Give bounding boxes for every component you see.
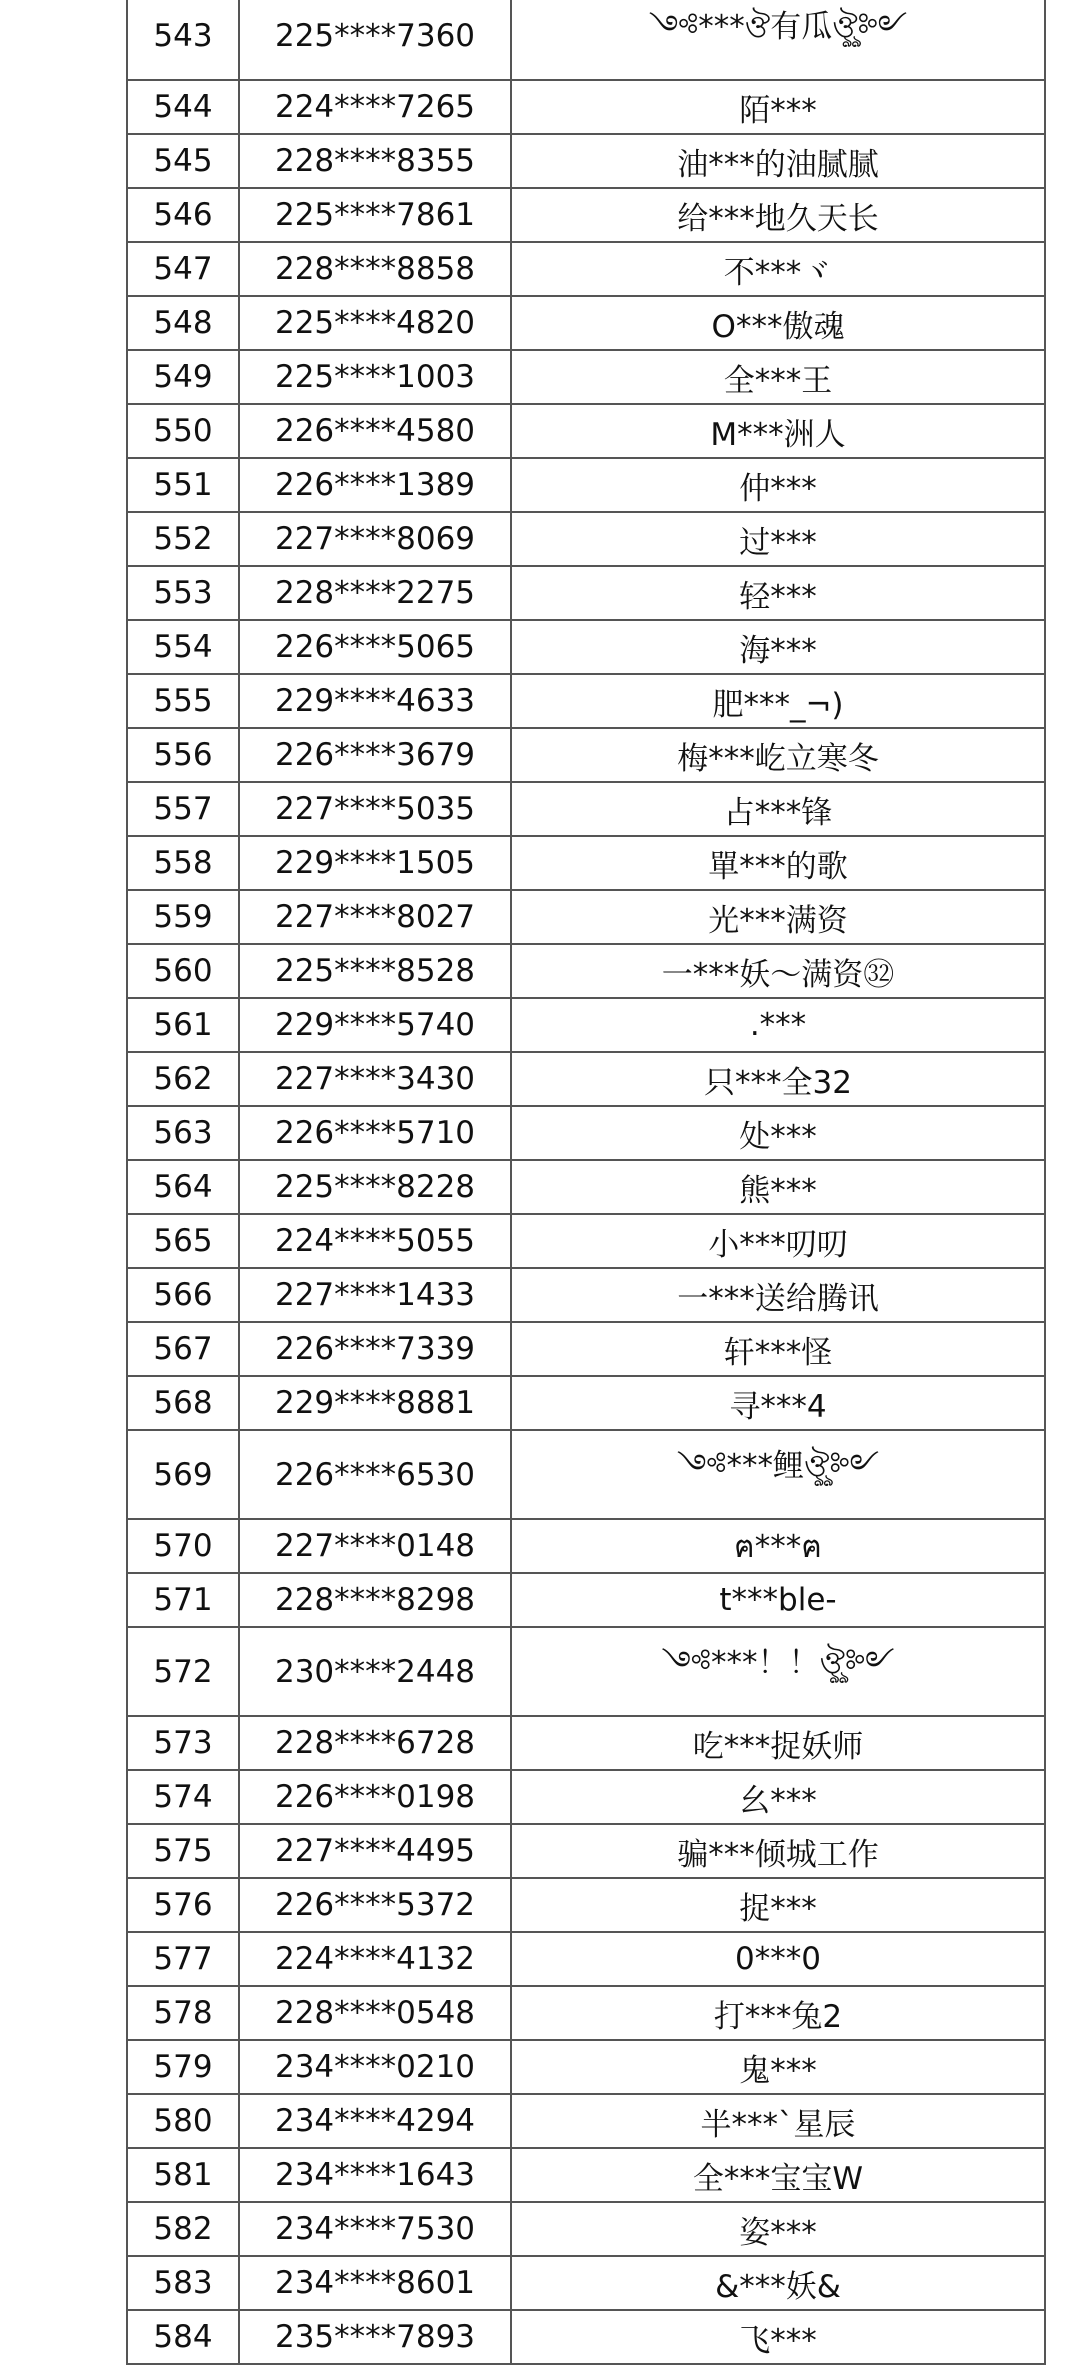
phone-cell: 235****7893: [239, 2310, 511, 2364]
table-row: [127, 512, 1045, 566]
nickname-cell: 吃***捉妖师: [511, 1716, 1045, 1770]
phone-cell: 229****1505: [239, 836, 511, 890]
nickname-cell: 海***: [511, 620, 1045, 674]
table-row: [127, 2256, 1045, 2310]
phone-cell: 227****1433: [239, 1268, 511, 1322]
table-row: [127, 620, 1045, 674]
table-row: [127, 1214, 1045, 1268]
table-row: [127, 2148, 1045, 2202]
nickname-cell: O***傲魂: [511, 296, 1045, 350]
row-number-cell: 554: [127, 620, 239, 674]
row-number-cell: 570: [127, 1519, 239, 1573]
row-number-cell: 569: [127, 1430, 239, 1519]
row-number-cell: 561: [127, 998, 239, 1052]
table-row: [127, 1986, 1045, 2040]
table-row: [127, 1160, 1045, 1214]
phone-cell: 225****7861: [239, 188, 511, 242]
row-number-cell: 556: [127, 728, 239, 782]
nickname-cell: 小***叨叨: [511, 1214, 1045, 1268]
nickname-cell: 一***妖〜满资㉜: [511, 944, 1045, 998]
nickname-cell: 不***ヾ: [511, 242, 1045, 296]
phone-cell: 225****8528: [239, 944, 511, 998]
table-row: [127, 566, 1045, 620]
nickname-cell: 油***的油腻腻: [511, 134, 1045, 188]
phone-cell: 226****3679: [239, 728, 511, 782]
table-row: [127, 1052, 1045, 1106]
row-number-cell: 584: [127, 2310, 239, 2364]
row-number-cell: 582: [127, 2202, 239, 2256]
row-number-cell: 576: [127, 1878, 239, 1932]
phone-cell: 234****4294: [239, 2094, 511, 2148]
nickname-cell: 全***宝宝W: [511, 2148, 1045, 2202]
nickname-cell: &***妖&: [511, 2256, 1045, 2310]
phone-cell: 227****4495: [239, 1824, 511, 1878]
nickname-cell: 捉***: [511, 1878, 1045, 1932]
table-row: [127, 296, 1045, 350]
row-number-cell: 578: [127, 1986, 239, 2040]
table-row: [127, 836, 1045, 890]
row-number-cell: 573: [127, 1716, 239, 1770]
phone-cell: 229****4633: [239, 674, 511, 728]
nickname-cell: 只***全32: [511, 1052, 1045, 1106]
table-row: [127, 1770, 1045, 1824]
row-number-cell: 557: [127, 782, 239, 836]
table-row: [127, 2040, 1045, 2094]
row-number-cell: 544: [127, 80, 239, 134]
phone-cell: 225****1003: [239, 350, 511, 404]
table-row: [127, 1322, 1045, 1376]
nickname-cell: ༺***ঔ有瓜ঔৣ༻: [511, 0, 1045, 80]
phone-cell: 229****8881: [239, 1376, 511, 1430]
row-number-cell: 571: [127, 1573, 239, 1627]
table-row: [127, 1627, 1045, 1716]
row-number-cell: 581: [127, 2148, 239, 2202]
table-row: [127, 80, 1045, 134]
row-number-cell: 579: [127, 2040, 239, 2094]
row-number-cell: 545: [127, 134, 239, 188]
nickname-cell: M***洲人: [511, 404, 1045, 458]
phone-cell: 226****5710: [239, 1106, 511, 1160]
row-number-cell: 551: [127, 458, 239, 512]
nickname-cell: 寻***4: [511, 1376, 1045, 1430]
row-number-cell: 567: [127, 1322, 239, 1376]
table-row: [127, 404, 1045, 458]
row-number-cell: 572: [127, 1627, 239, 1716]
nickname-cell: 單***的歌: [511, 836, 1045, 890]
phone-cell: 234****7530: [239, 2202, 511, 2256]
nickname-cell: 幺***: [511, 1770, 1045, 1824]
table-row: [127, 944, 1045, 998]
row-number-cell: 583: [127, 2256, 239, 2310]
row-number-cell: 560: [127, 944, 239, 998]
phone-cell: 224****5055: [239, 1214, 511, 1268]
nickname-cell: 梅***屹立寒冬: [511, 728, 1045, 782]
table-row: [127, 1716, 1045, 1770]
table-row: [127, 1430, 1045, 1519]
phone-cell: 227****3430: [239, 1052, 511, 1106]
phone-cell: 226****5372: [239, 1878, 511, 1932]
phone-cell: 226****1389: [239, 458, 511, 512]
nickname-cell: .***: [511, 998, 1045, 1052]
phone-cell: 227****5035: [239, 782, 511, 836]
nickname-cell: ༺***鲤ঔৣ༻: [511, 1430, 1045, 1519]
table-row: [127, 1519, 1045, 1573]
table-row: [127, 1824, 1045, 1878]
phone-cell: 226****5065: [239, 620, 511, 674]
nickname-cell: 轩***怪: [511, 1322, 1045, 1376]
row-number-cell: 559: [127, 890, 239, 944]
phone-cell: 227****8069: [239, 512, 511, 566]
phone-cell: 224****4132: [239, 1932, 511, 1986]
table-row: [127, 890, 1045, 944]
phone-cell: 228****6728: [239, 1716, 511, 1770]
nickname-cell: 骗***倾城工作: [511, 1824, 1045, 1878]
row-number-cell: 568: [127, 1376, 239, 1430]
row-number-cell: 546: [127, 188, 239, 242]
nickname-cell: ༺***！！ঔৣ༻: [511, 1627, 1045, 1716]
row-number-cell: 555: [127, 674, 239, 728]
nickname-cell: 一***送给腾讯: [511, 1268, 1045, 1322]
phone-cell: 234****8601: [239, 2256, 511, 2310]
nickname-cell: 占***锋: [511, 782, 1045, 836]
row-number-cell: 553: [127, 566, 239, 620]
phone-cell: 224****7265: [239, 80, 511, 134]
table-row: [127, 728, 1045, 782]
winners-table: [126, 0, 1046, 2365]
nickname-cell: ฅ***ฅ: [511, 1519, 1045, 1573]
nickname-cell: 鬼***: [511, 2040, 1045, 2094]
nickname-cell: 给***地久天长: [511, 188, 1045, 242]
table-row: [127, 998, 1045, 1052]
nickname-cell: 陌***: [511, 80, 1045, 134]
table-row: [127, 188, 1045, 242]
phone-cell: 228****8355: [239, 134, 511, 188]
nickname-cell: 飞***: [511, 2310, 1045, 2364]
table-row: [127, 1878, 1045, 1932]
table-row: [127, 350, 1045, 404]
table-row: [127, 458, 1045, 512]
phone-cell: 228****0548: [239, 1986, 511, 2040]
phone-cell: 234****1643: [239, 2148, 511, 2202]
nickname-cell: 光***满资: [511, 890, 1045, 944]
nickname-cell: 轻***: [511, 566, 1045, 620]
phone-cell: 230****2448: [239, 1627, 511, 1716]
nickname-cell: 半***`星辰: [511, 2094, 1045, 2148]
row-number-cell: 563: [127, 1106, 239, 1160]
table-row: [127, 134, 1045, 188]
table-row: [127, 2202, 1045, 2256]
nickname-cell: 过***: [511, 512, 1045, 566]
phone-cell: 225****7360: [239, 0, 511, 80]
nickname-cell: 处***: [511, 1106, 1045, 1160]
table-row: [127, 1106, 1045, 1160]
row-number-cell: 549: [127, 350, 239, 404]
phone-cell: 229****5740: [239, 998, 511, 1052]
row-number-cell: 548: [127, 296, 239, 350]
row-number-cell: 547: [127, 242, 239, 296]
table-row: [127, 1268, 1045, 1322]
phone-cell: 225****8228: [239, 1160, 511, 1214]
phone-cell: 226****6530: [239, 1430, 511, 1519]
table-row: [127, 0, 1045, 80]
nickname-cell: 仲***: [511, 458, 1045, 512]
row-number-cell: 577: [127, 1932, 239, 1986]
nickname-cell: t***ble-: [511, 1573, 1045, 1627]
phone-cell: 226****4580: [239, 404, 511, 458]
nickname-cell: 肥***_¬): [511, 674, 1045, 728]
phone-cell: 226****0198: [239, 1770, 511, 1824]
row-number-cell: 552: [127, 512, 239, 566]
nickname-cell: 全***王: [511, 350, 1045, 404]
row-number-cell: 550: [127, 404, 239, 458]
table-row: [127, 1573, 1045, 1627]
row-number-cell: 574: [127, 1770, 239, 1824]
phone-cell: 228****8858: [239, 242, 511, 296]
row-number-cell: 562: [127, 1052, 239, 1106]
phone-cell: 227****0148: [239, 1519, 511, 1573]
table-row: [127, 1376, 1045, 1430]
nickname-cell: 姿***: [511, 2202, 1045, 2256]
phone-cell: 226****7339: [239, 1322, 511, 1376]
table-row: [127, 242, 1045, 296]
row-number-cell: 558: [127, 836, 239, 890]
row-number-cell: 575: [127, 1824, 239, 1878]
nickname-cell: 0***0: [511, 1932, 1045, 1986]
row-number-cell: 565: [127, 1214, 239, 1268]
phone-cell: 234****0210: [239, 2040, 511, 2094]
table-row: [127, 2094, 1045, 2148]
phone-cell: 225****4820: [239, 296, 511, 350]
phone-cell: 228****2275: [239, 566, 511, 620]
table-row: [127, 782, 1045, 836]
table-row: [127, 674, 1045, 728]
nickname-cell: 打***兔2: [511, 1986, 1045, 2040]
row-number-cell: 580: [127, 2094, 239, 2148]
phone-cell: 227****8027: [239, 890, 511, 944]
phone-cell: 228****8298: [239, 1573, 511, 1627]
table-row: [127, 1932, 1045, 1986]
row-number-cell: 564: [127, 1160, 239, 1214]
nickname-cell: 熊***: [511, 1160, 1045, 1214]
row-number-cell: 566: [127, 1268, 239, 1322]
winners-table-body: [127, 0, 1045, 2364]
table-row: [127, 2310, 1045, 2364]
row-number-cell: 543: [127, 0, 239, 80]
